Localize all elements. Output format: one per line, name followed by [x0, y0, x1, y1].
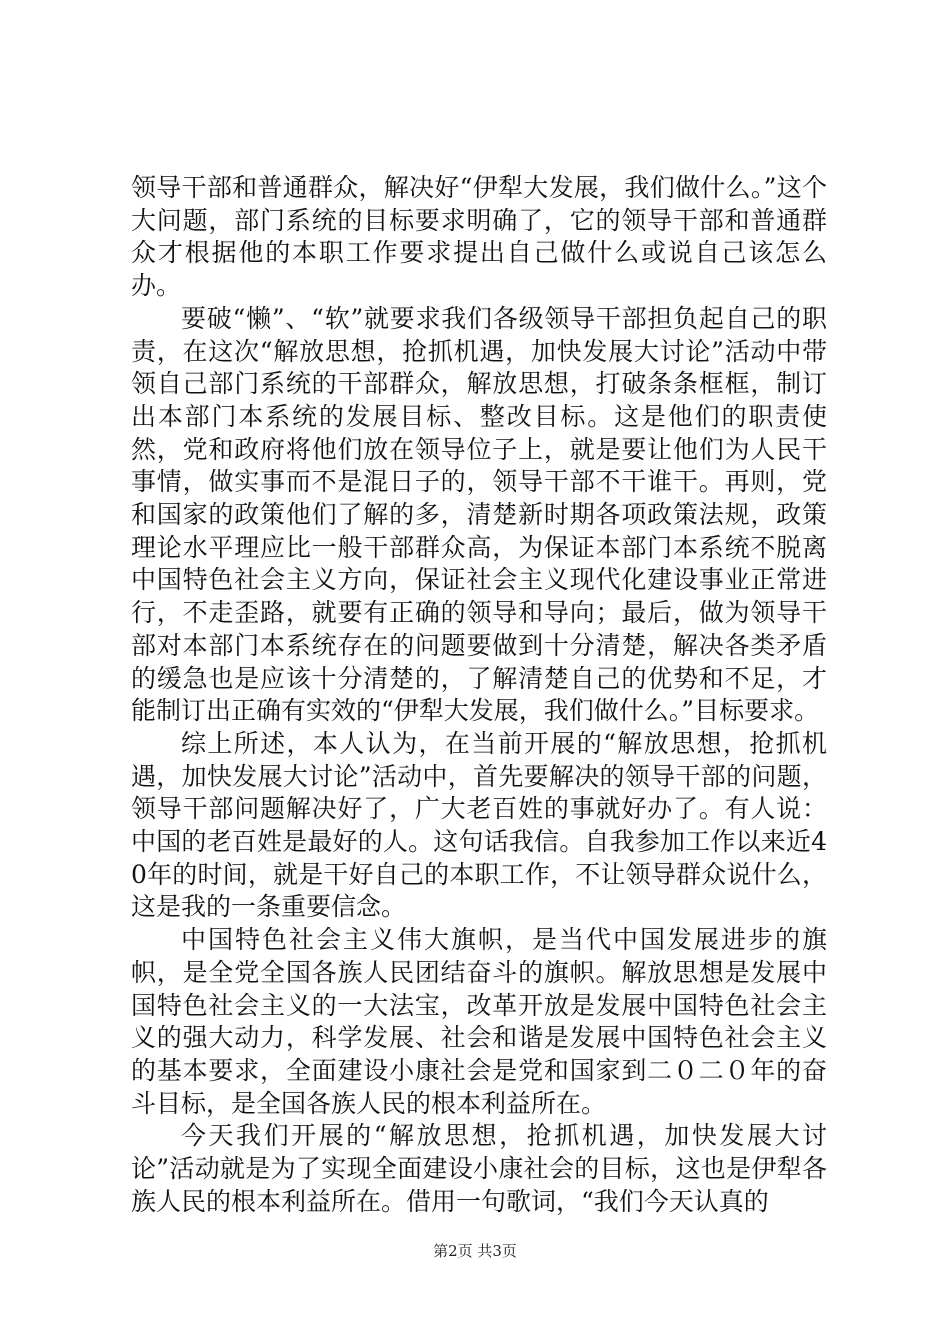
paragraph-2: 要破“懒”、“软”就要求我们各级领导干部担负起自己的职责，在这次“解放思想，抢抓机遇，加快发展大讨论”活动中带领自己部门系统的干部群众，解放思想，打破条条框框，制订出本部门本系统的发展目标、整改目标。这是他们的职责使然，党和政府将他们放在领导位子上，就是要让他们为人民干事情，做实事而不是混日子的，领导干部不干谁干。再则，党和国家的政策他们了解的多，清楚新时期各项政策法规，政策理论水平理应比一般干部群众高，为保证本部门本系统不脱离中国特色社会主义方向，保证社会主义现代化建设事业正常进行，不走歪路，就要有正确的领导和导向；最后，做为领导干部对本部门本系统存在的问题要做到十分清楚，解决各类矛盾的缓急也是应该十分清楚的，了解清楚自己的优势和不足，才能制订出正确有实效的“伊犁大发展，我们做什么。”目标要求。 — [131, 303, 827, 726]
paragraph-3: 综上所述，本人认为，在当前开展的“解放思想，抢抓机遇，加快发展大讨论”活动中，首先要解决的领导干部的问题，领导干部问题解决好了，广大老百姓的事就好办了。有人说：中国的老百姓是最好的人。这句话我信。自我参加工作以来近40年的时间，就是干好自己的本职工作，不让领导群众说什么，这是我的一条重要信念。 — [131, 728, 827, 922]
document-body — [131, 172, 827, 1219]
paragraph-5: 今天我们开展的“解放思想，抢抓机遇，加快发展大讨论”活动就是为了实现全面建设小康社会的目标，这也是伊犁各族人民的根本利益所在。借用一句歌词，“我们今天认真的 — [131, 1121, 827, 1216]
paragraph-1: 领导干部和普通群众，解决好“伊犁大发展，我们做什么。”这个大问题，部门系统的目标要求明确了，它的领导干部和普通群众才根据他的本职工作要求提出自己做什么或说自己该怎么办。 — [131, 173, 827, 301]
page-footer: 第2页 共3页 — [433, 1242, 517, 1260]
paragraph-4: 中国特色社会主义伟大旗帜，是当代中国发展进步的旗帜，是全党全国各族人民团结奋斗的旗帜。解放思想是发展中国特色社会主义的一大法宝，改革开放是发展中国特色社会主义的强大动力，科学发展、社会和谐是发展中国特色社会主义的基本要求，全面建设小康社会是党和国家到二０二０年的奋斗目标，是全国各族人民的根本利益所在。 — [131, 925, 827, 1118]
